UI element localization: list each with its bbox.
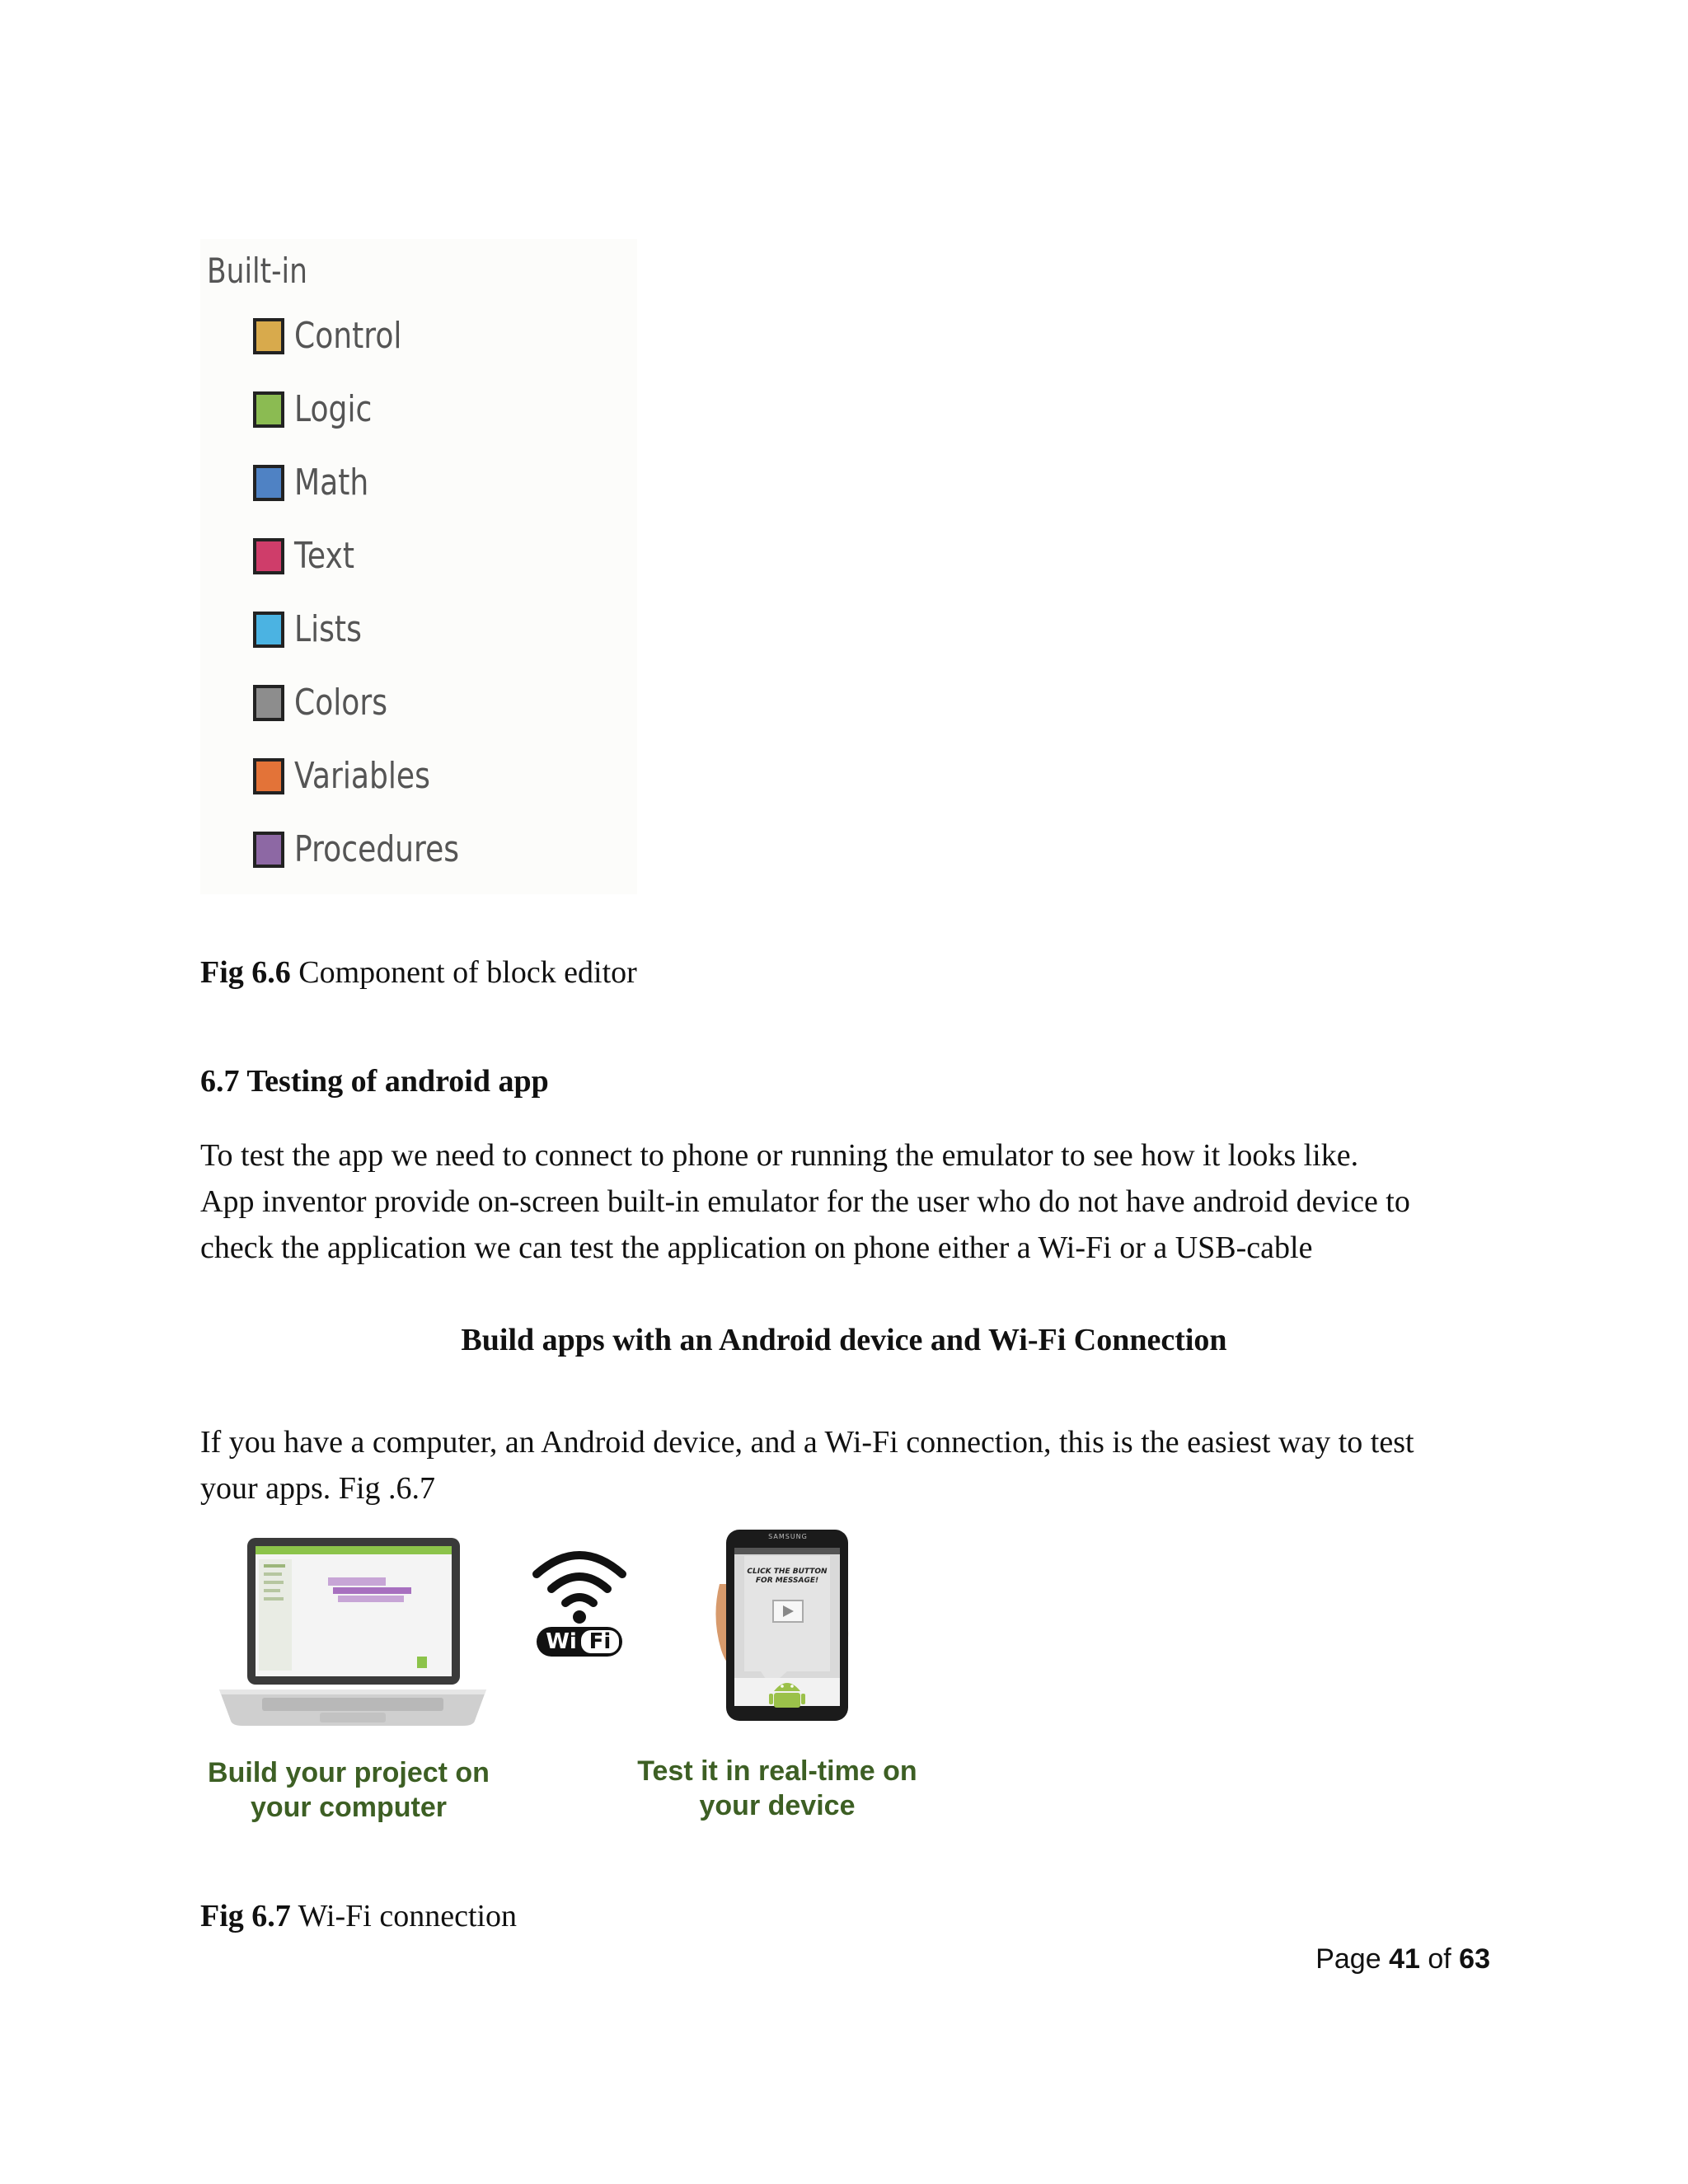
color-swatch-icon — [253, 391, 284, 428]
paragraph-line: check the application we can test the application on phone either a Wi-Fi or a USB-cable — [200, 1230, 1313, 1265]
block-category-label: Colors — [294, 682, 388, 724]
wifi-badge-right: Fi — [588, 1629, 612, 1654]
paragraph-line: If you have a computer, an Android device, and a Wi-Fi connection, this is the easiest way to test — [200, 1425, 1414, 1460]
section-paragraph — [200, 1132, 1410, 1271]
color-swatch-icon — [253, 832, 284, 868]
color-swatch-icon — [253, 465, 284, 501]
fig-6-7-caption — [200, 1898, 517, 1934]
page-footer — [1315, 1943, 1490, 1975]
block-category-label: Logic — [294, 388, 373, 430]
fig-6-6-text: Component of block editor — [290, 955, 637, 990]
page-word: Page — [1315, 1943, 1381, 1975]
fig-6-6-caption — [200, 954, 637, 991]
fig-6-7-label: Fig 6.7 — [200, 1899, 291, 1933]
paragraph-line: To test the app we need to connect to phone or running the emulator to see how it looks like. — [200, 1138, 1359, 1173]
wifi-badge-left: Wi — [546, 1629, 577, 1654]
paragraph-line: your apps. Fig .6.7 — [200, 1471, 435, 1506]
page-number: 41 — [1389, 1943, 1420, 1975]
color-swatch-icon — [253, 318, 284, 354]
fig-6-7-text: Wi-Fi connection — [290, 1899, 518, 1933]
block-category-label: Lists — [294, 608, 362, 650]
section-heading: 6.7 Testing of android app — [200, 1064, 549, 1099]
block-category-label: Procedures — [294, 828, 460, 870]
caption-line: Test it in real-time on — [637, 1755, 917, 1787]
of-word: of — [1428, 1943, 1451, 1975]
color-swatch-icon — [253, 538, 284, 574]
caption-line: your device — [699, 1790, 856, 1821]
color-swatch-icon — [253, 758, 284, 794]
fig-6-6-label: Fig 6.6 — [200, 955, 291, 990]
wifi-subheading: Build apps with an Android device and Wi-Fi Connection — [461, 1323, 1227, 1357]
color-swatch-icon — [253, 685, 284, 721]
caption-line: your computer — [250, 1792, 448, 1823]
fig-6-7-left-caption — [200, 1755, 497, 1825]
block-category-label: Variables — [294, 755, 430, 797]
total-pages: 63 — [1459, 1943, 1490, 1975]
caption-line: Build your project on — [208, 1757, 490, 1788]
phone-message: CLICK THE BUTTON FOR MESSAGE! — [747, 1568, 828, 1585]
fig-6-7-right-caption — [629, 1754, 926, 1823]
block-category-label: Control — [294, 315, 402, 357]
color-swatch-icon — [253, 612, 284, 648]
laptop-icon — [213, 1535, 493, 1736]
phone-brand: SAMSUNG — [768, 1533, 808, 1540]
paragraph-line: App inventor provide on-screen built-in emulator for the user who do not have android device to — [200, 1184, 1410, 1219]
wifi-paragraph — [200, 1419, 1414, 1511]
block-category-label: Text — [294, 535, 354, 577]
builtin-blocks-panel — [200, 239, 637, 894]
phone-in-hand-illustration — [711, 1526, 860, 1728]
builtin-title: Built-in — [207, 251, 307, 291]
block-category-label: Math — [294, 462, 369, 504]
wifi-figure — [200, 1525, 926, 1850]
